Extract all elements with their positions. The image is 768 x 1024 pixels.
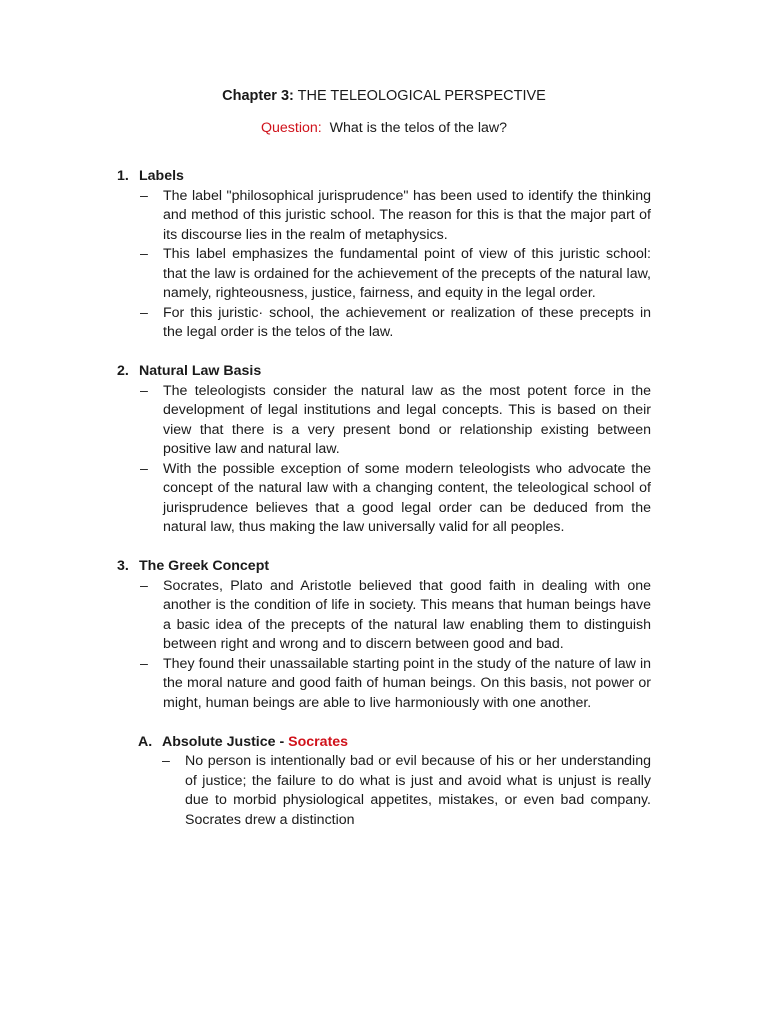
list-item-text: They found their unassailable starting point in the study of the nature of law in the moral nature and good faith of human beings. On this basis, not power or might, human beings are able to live harmoniously with one another. (163, 655, 651, 711)
section-heading (117, 557, 651, 577)
bullet-list (117, 382, 651, 538)
list-item (140, 245, 651, 304)
dash-bullet: – (140, 246, 148, 262)
section-number: 1. (117, 168, 129, 184)
list-item-text: No person is intentionally bad or evil because of his or her understanding of justice; the failure to do what is just and avoid what is unjust is really due to morbid physiological appetites, mistakes, or even bad company. Socrates drew a distinction (185, 753, 651, 828)
list-item-text: With the possible exception of some modern teleologists who advocate the concept of the natural law with a changing content, the teleological school of jurisprudence believes that a good legal order can be deduced from the natural law, thus making the law universally valid for all peoples. (163, 460, 651, 535)
list-item (162, 752, 651, 830)
bullet-list (117, 577, 651, 714)
list-item (140, 382, 651, 460)
question-line (0, 118, 768, 138)
dash-bullet: – (140, 577, 148, 594)
subsection-absolute-justice (138, 733, 651, 831)
section-title: Labels (139, 168, 184, 184)
dash-bullet: – (140, 655, 148, 672)
list-item-text: The teleologists consider the natural law as the most potent force in the development of legal institutions and legal concepts. This is based on their view that there is a very present bond or relationship existing between positive law and natural law. (163, 382, 651, 457)
dash-bullet: – (140, 304, 148, 321)
bullet-list (138, 752, 651, 830)
list-item (140, 460, 651, 538)
section-natural-law-basis (117, 362, 651, 538)
page-title (0, 86, 768, 106)
section-heading (117, 362, 651, 382)
section-labels (117, 167, 651, 343)
list-item (140, 655, 651, 714)
question-text: What is the telos of the law? (329, 120, 508, 136)
list-item (140, 304, 651, 343)
list-item-text: The label "philosophical jurisprudence" has been used to identify the thinking and method of this juristic school. The reason for this is that the major part of its discourse lies in the realm of metaphysics. (163, 187, 651, 243)
section-title: The Greek Concept (139, 558, 270, 574)
list-item-text: For this juristic· school, the achievement or realization of these precepts in the legal order is the telos of the law. (163, 304, 651, 340)
dash-bullet: – (162, 753, 170, 769)
document-body (117, 167, 651, 850)
subsection-letter: A. (138, 733, 153, 750)
question-label: Question: (260, 120, 322, 136)
subsection-author: Socrates (288, 733, 349, 750)
chapter-heading: THE TELEOLOGICAL PERSPECTIVE (297, 88, 546, 104)
list-item-text: This label emphasizes the fundamental point of view of this juristic school: that the law is ordained for the achievement of the precepts of the natural law, namely, righteousness, justice, fairness, and equity in the legal order. (163, 246, 651, 301)
dash-bullet: – (140, 187, 148, 204)
dash-bullet: – (140, 460, 148, 477)
section-number: 3. (117, 558, 129, 574)
section-greek-concept (117, 557, 651, 830)
list-item (140, 187, 651, 246)
subsection-title-text: Absolute Justice - (162, 733, 289, 750)
list-item (140, 577, 651, 655)
list-item-text: Socrates, Plato and Aristotle believed that good faith in dealing with one another is the condition of life in society. This means that human beings have a basic idea of the precepts of the natural law enabling them to distinguish between right and wrong and to discern between good and bad. (163, 577, 651, 652)
chapter-number: Chapter 3: (222, 88, 294, 104)
section-heading (117, 167, 651, 187)
bullet-list (117, 187, 651, 343)
section-number: 2. (117, 363, 129, 379)
subsection-title (162, 733, 348, 753)
subsection-heading (138, 733, 651, 753)
dash-bullet: – (140, 382, 148, 399)
section-title: Natural Law Basis (139, 363, 262, 379)
